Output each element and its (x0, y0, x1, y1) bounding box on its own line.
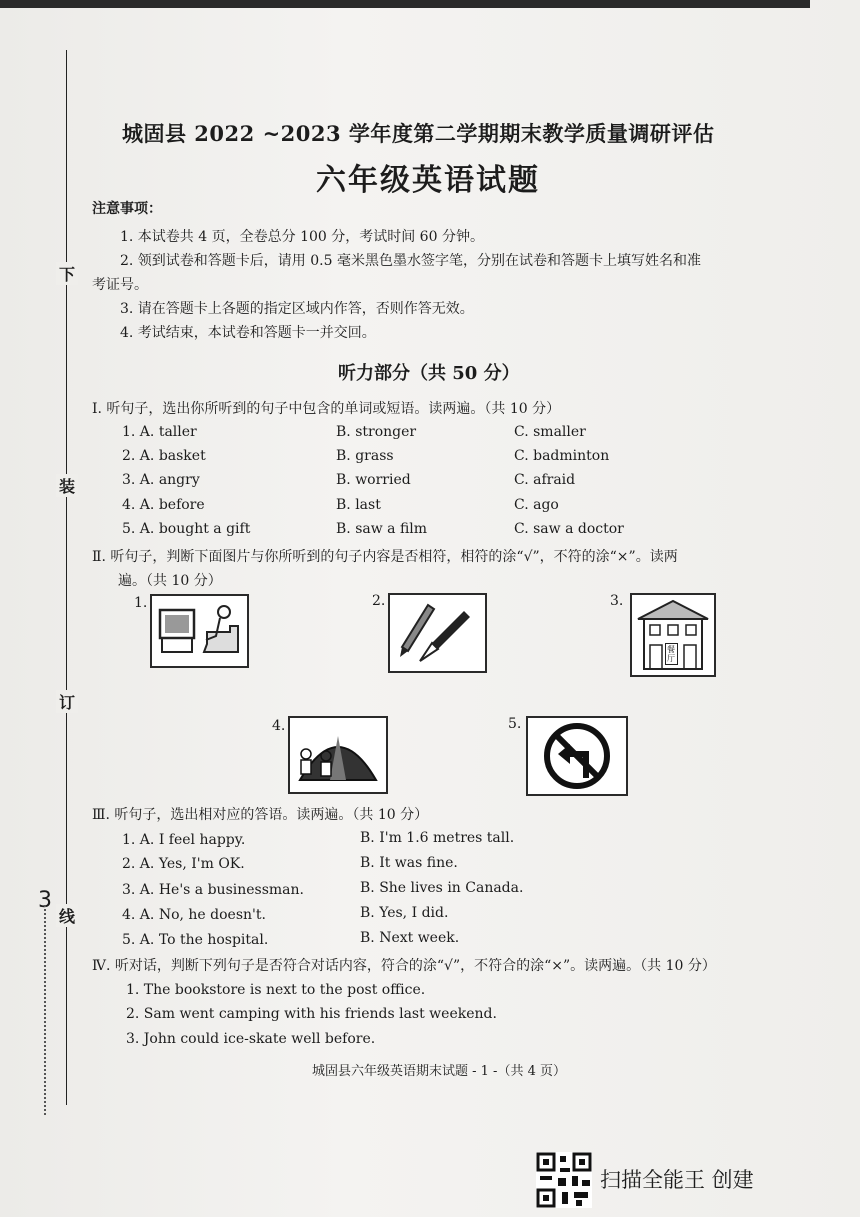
binding-char-zhuang: 装 (56, 474, 78, 497)
qr-code-icon (536, 1152, 592, 1208)
exam-subtitle: 六年级英语试题 (316, 163, 540, 198)
statement-item: 1. The bookstore is next to the post office. (126, 982, 426, 998)
scanner-watermark: 扫描全能王 创建 (600, 1168, 754, 1192)
option-b: B. She lives in Canada. (360, 880, 524, 896)
no-left-turn-icon (526, 716, 628, 796)
option-b: B. last (336, 497, 381, 513)
option-a: 1. A. I feel happy. (122, 832, 246, 848)
picture-number: 2. (372, 593, 386, 609)
statement-item: 3. John could ice-skate well before. (126, 1031, 376, 1047)
binding-char-xia: 下 (56, 262, 78, 285)
picture-number: 3. (610, 593, 624, 609)
option-c: C. badminton (514, 448, 610, 464)
pen-icon (388, 593, 487, 673)
option-b: B. stronger (336, 424, 417, 440)
note-item: 1. 本试卷共 4 页，全卷总分 100 分，考试时间 60 分钟。 (120, 229, 484, 245)
note-item: 2. 领到试卷和答题卡后，请用 0.5 毫米黑色墨水签字笔，分别在试卷和答题卡上填写姓名和准 (120, 253, 701, 269)
exam-title: 城固县 2022 ~2023 学年度第二学期期末教学质量调研评估 (122, 121, 715, 146)
note-item: 4. 考试结束，本试卷和答题卡一并交回。 (120, 325, 376, 341)
part1-title: Ⅰ. 听句子，选出你所听到的句子中包含的单词或短语。读两遍。（共 10 分） (92, 401, 561, 417)
picture-number: 5. (508, 716, 522, 732)
restaurant-icon (630, 593, 716, 677)
part4-title: Ⅳ. 听对话，判断下列句子是否符合对话内容，符合的涂“√”，不符合的涂“×”。读两遍。（共 10 分） (92, 958, 716, 974)
binding-char-ding: 订 (56, 690, 78, 713)
picture-number: 1. (134, 595, 148, 611)
option-b: B. Yes, I did. (360, 905, 449, 921)
statement-item: 2. Sam went camping with his friends last weekend. (126, 1006, 497, 1022)
option-c: C. ago (514, 497, 559, 513)
camping-tent-icon (288, 716, 388, 794)
option-a: 2. A. Yes, I'm OK. (122, 856, 245, 872)
option-a: 4. A. before (122, 497, 205, 513)
notes-title: 注意事项： (92, 201, 162, 217)
binding-char-xian: 线 (56, 904, 78, 927)
option-c: C. saw a doctor (514, 521, 624, 537)
option-b: B. It was fine. (360, 855, 458, 871)
option-b: B. I'm 1.6 metres tall. (360, 830, 515, 846)
option-c: C. afraid (514, 472, 576, 488)
page-footer: 城固县六年级英语期末试题 - 1 -（共 4 页） (312, 1064, 566, 1079)
picture-number: 4. (272, 718, 286, 734)
part2-title-line2: 遍。（共 10 分） (118, 573, 222, 589)
option-a: 3. A. He's a businessman. (122, 882, 304, 898)
option-c: C. smaller (514, 424, 586, 440)
restaurant-sign: 餐厅 (665, 643, 678, 665)
option-a: 4. A. No, he doesn't. (122, 907, 266, 923)
option-a: 1. A. taller (122, 424, 197, 440)
part2-title-line1: Ⅱ. 听句子，判断下面图片与你所听到的句子内容是否相符，相符的涂“√”，不符的涂“×”。读两 (92, 549, 678, 565)
dotted-edge (44, 905, 49, 1115)
tv-watching-icon (150, 594, 249, 668)
top-edge-bar (0, 0, 810, 8)
note-item: 3. 请在答题卡上各题的指定区域内作答，否则作答无效。 (120, 301, 474, 317)
note-item: 考证号。 (92, 277, 148, 293)
option-a: 3. A. angry (122, 472, 200, 488)
part3-title: Ⅲ. 听句子，选出相对应的答语。读两遍。（共 10 分） (92, 807, 429, 823)
option-b: B. saw a film (336, 521, 428, 537)
option-b: B. Next week. (360, 930, 460, 946)
option-a: 5. A. bought a gift (122, 521, 251, 537)
option-b: B. grass (336, 448, 394, 464)
binding-line (66, 50, 67, 1105)
option-b: B. worried (336, 472, 411, 488)
option-a: 2. A. basket (122, 448, 206, 464)
handwritten-mark: 3 (38, 888, 52, 913)
option-a: 5. A. To the hospital. (122, 932, 269, 948)
listening-section-title: 听力部分（共 50 分） (338, 363, 520, 384)
